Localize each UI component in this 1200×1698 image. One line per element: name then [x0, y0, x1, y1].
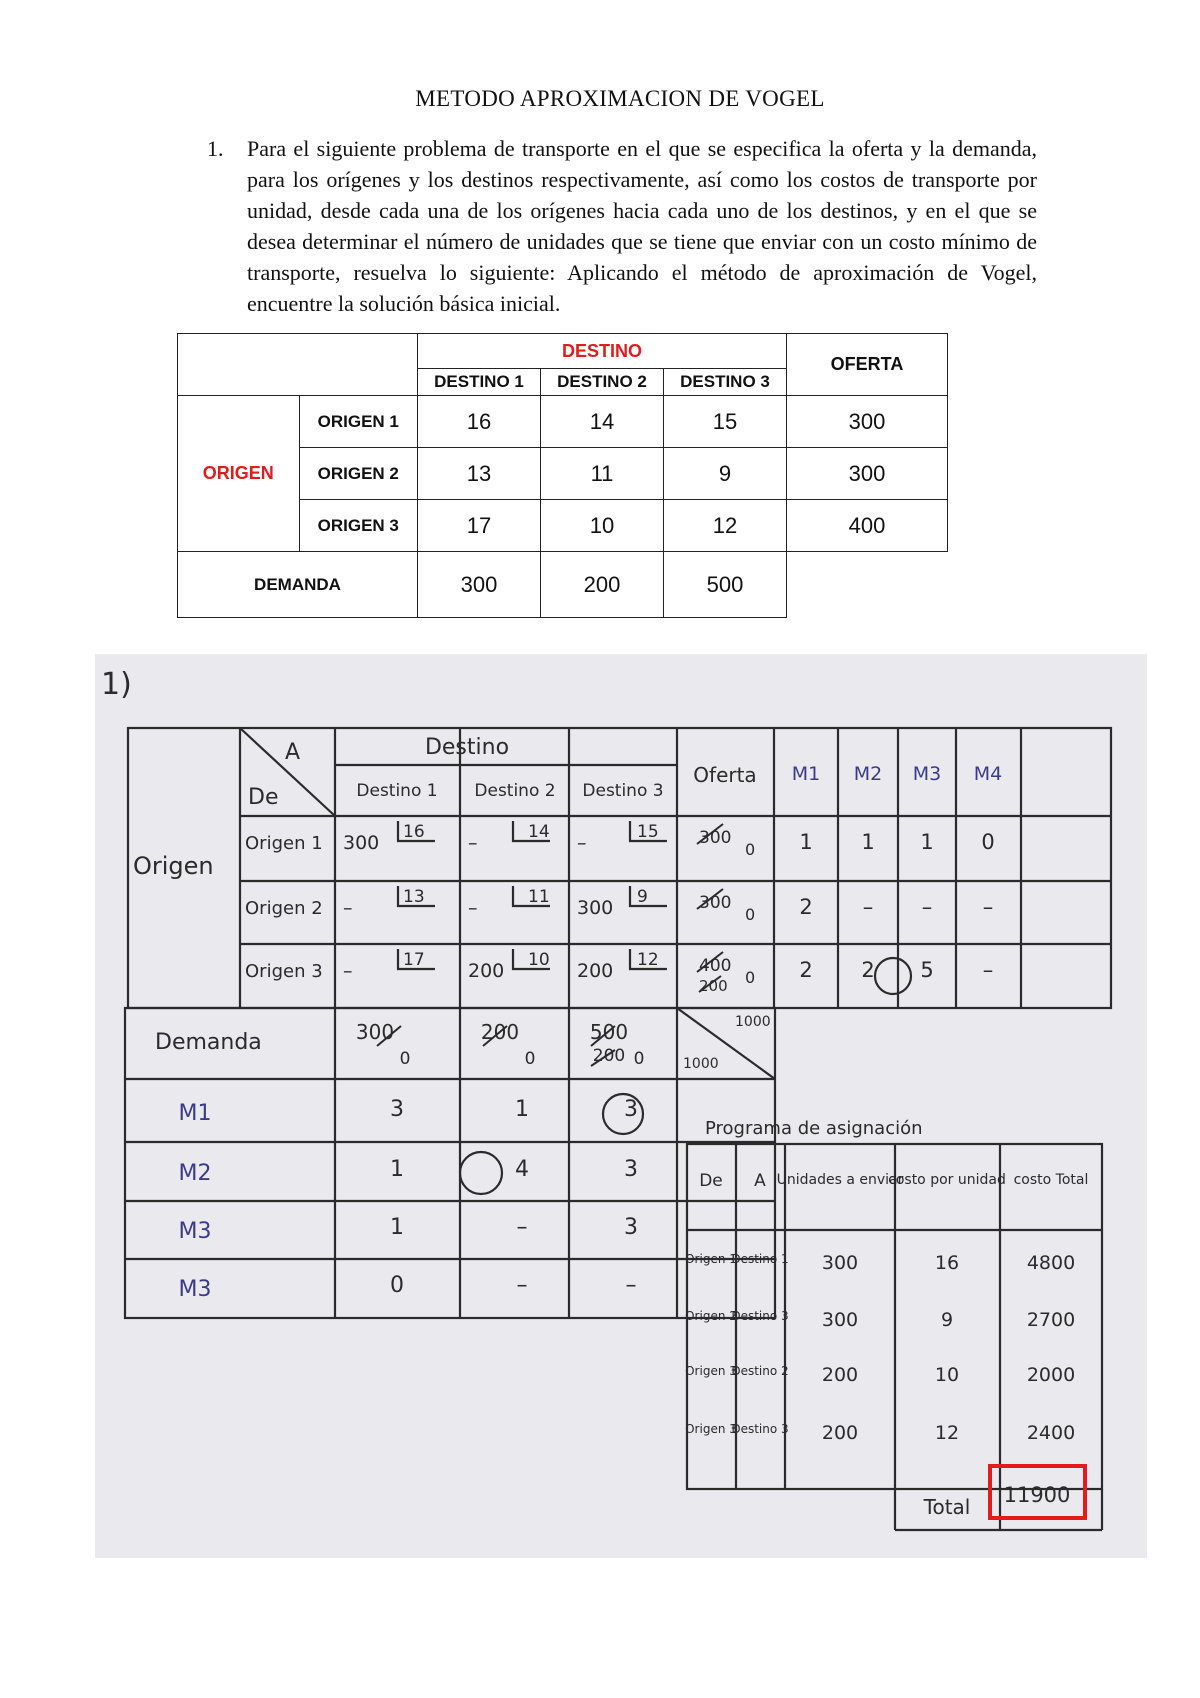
destino-1-header: DESTINO 1 — [418, 369, 541, 396]
penalty-value: 1 — [390, 1215, 404, 1240]
programa-a: Destino 3 — [731, 1422, 789, 1436]
allocation-value: – — [343, 897, 353, 919]
programa-total: 4800 — [1026, 1252, 1076, 1274]
penalty-value: 3 — [624, 1215, 638, 1240]
de-label: De — [248, 785, 279, 810]
destino-label: Destino — [424, 735, 510, 760]
problem-statement — [207, 133, 1037, 319]
cost-cell: 17 — [418, 500, 541, 552]
programa-unidades: 300 — [821, 1252, 859, 1274]
allocation-value: – — [577, 832, 587, 854]
penalty-value: 2 — [799, 895, 813, 919]
origen-label: Origen — [133, 852, 214, 880]
penalty-value: 1 — [390, 1157, 404, 1182]
programa-unidades: 200 — [821, 1364, 859, 1386]
m1-header: M1 — [791, 763, 821, 785]
programa-costo: 16 — [934, 1252, 960, 1274]
handwritten-number: 1) — [101, 667, 132, 702]
allocation-value: 200 — [468, 960, 505, 982]
handwritten-solution-drawing — [95, 654, 1147, 1558]
penalty-row-label: M1 — [178, 1101, 212, 1126]
cost-cell: 13 — [418, 448, 541, 500]
oferta-label: Oferta — [693, 763, 757, 787]
oferta-cell: 400 — [787, 500, 948, 552]
origen-row-label: Origen 2 — [245, 898, 323, 919]
allocation-value: 300 — [577, 897, 614, 919]
demanda-original: 500 — [589, 1020, 629, 1044]
cost-value: 14 — [528, 822, 550, 842]
total-oferta: 1000 — [735, 1014, 771, 1030]
cost-cell: 10 — [541, 500, 664, 552]
allocation-value: 300 — [343, 832, 380, 854]
programa-header: costo Total — [1013, 1172, 1089, 1188]
programa-unidades: 300 — [821, 1309, 859, 1331]
cost-value: 16 — [403, 822, 425, 842]
cost-cell: 14 — [541, 396, 664, 448]
demanda-cell: 500 — [664, 552, 787, 618]
oferta-original: 300 — [699, 828, 732, 848]
programa-a: Destino 1 — [731, 1252, 789, 1266]
penalty-value: – — [625, 1273, 637, 1298]
penalty-value: 2 — [799, 958, 813, 982]
programa-de: Origen 2 — [685, 1309, 737, 1323]
oferta-original: 400 — [699, 956, 732, 976]
circle-mark — [875, 958, 911, 994]
circle-mark — [460, 1152, 502, 1194]
transport-problem-table — [177, 333, 948, 618]
penalty-value: 0 — [981, 830, 995, 854]
oferta-header: OFERTA — [787, 334, 948, 396]
cost-cell: 16 — [418, 396, 541, 448]
penalty-value: – — [862, 895, 874, 919]
allocation-value: – — [343, 960, 353, 982]
origen-label: ORIGEN — [178, 396, 300, 552]
allocation-value: – — [468, 832, 478, 854]
programa-total: 2700 — [1026, 1309, 1076, 1331]
demanda-original: 200 — [480, 1020, 520, 1044]
destino-3-label: Destino 3 — [582, 781, 664, 801]
programa-a: Destino 3 — [731, 1309, 789, 1323]
handwritten-dynamic-layer — [155, 822, 1088, 1519]
destino-1-label: Destino 1 — [356, 781, 438, 801]
programa-title: Programa de asignación — [705, 1118, 923, 1139]
demanda-remaining: 0 — [633, 1049, 645, 1069]
cost-value: 17 — [403, 950, 425, 970]
programa-a: Destino 2 — [731, 1364, 789, 1378]
handwritten-solution-photo — [95, 654, 1147, 1558]
oferta-intermediate: 200 — [699, 977, 728, 995]
penalty-value: 4 — [515, 1157, 529, 1182]
programa-unidades: 200 — [821, 1422, 859, 1444]
cost-value: 10 — [528, 950, 550, 970]
cost-value: 9 — [637, 887, 648, 907]
destino-2-header: DESTINO 2 — [541, 369, 664, 396]
a-label: A — [285, 740, 301, 765]
penalty-row-label: M3 — [178, 1219, 212, 1244]
penalty-row-label: M2 — [178, 1161, 212, 1186]
demanda-cell: 200 — [541, 552, 664, 618]
demanda-cell: 300 — [418, 552, 541, 618]
programa-de: Origen 1 — [685, 1252, 737, 1266]
programa-total-label: Total — [923, 1495, 971, 1519]
cost-value: 12 — [637, 950, 659, 970]
programa-header: A — [754, 1171, 766, 1191]
origen-1-label: ORIGEN 1 — [299, 396, 418, 448]
cost-value: 15 — [637, 822, 659, 842]
allocation-value: 200 — [577, 960, 614, 982]
origen-row-label: Origen 1 — [245, 833, 323, 854]
programa-header: costo por unidad — [888, 1172, 1006, 1188]
penalty-value: – — [982, 895, 994, 919]
demanda-remaining: 0 — [399, 1049, 411, 1069]
origen-row-label: Origen 3 — [245, 961, 323, 982]
programa-header: Unidades a enviar — [776, 1172, 904, 1188]
programa-total-value: 11900 — [1003, 1483, 1071, 1507]
table-corner — [178, 334, 418, 396]
penalty-value: 1 — [861, 830, 875, 854]
penalty-value: 3 — [624, 1157, 638, 1182]
problem-text: Para el siguiente problema de transporte en el que se especifica la oferta y la demanda, para los orígenes y los destinos respectivamente, así como los costos de transporte por unidad, desde cada una de los orígenes hacia cada uno de los destinos, y en el que se desea determinar el número de unidades que se tiene que enviar con un costo mínimo de transporte, resuelva lo siguiente: Aplicando el método de aproximación de Vogel, encuentre la solución básica inicial. — [247, 136, 1037, 316]
penalty-value: 1 — [515, 1097, 529, 1122]
cost-cell: 11 — [541, 448, 664, 500]
penalty-value: – — [516, 1273, 528, 1298]
cost-value: 13 — [403, 887, 425, 907]
destino-header: DESTINO — [418, 334, 787, 369]
programa-total: 2400 — [1026, 1422, 1076, 1444]
oferta-remaining: 0 — [745, 905, 756, 924]
penalty-row-label: M3 — [178, 1277, 212, 1302]
programa-de: Origen 3 — [685, 1364, 737, 1378]
penalty-value: – — [921, 895, 933, 919]
destino-3-header: DESTINO 3 — [664, 369, 787, 396]
programa-costo: 12 — [934, 1422, 960, 1444]
empty-cell — [787, 552, 948, 618]
destino-2-label: Destino 2 — [474, 781, 556, 801]
penalty-value: 5 — [920, 958, 934, 982]
penalty-value: 3 — [390, 1097, 404, 1122]
total-demanda: 1000 — [683, 1056, 719, 1072]
allocation-value: – — [468, 897, 478, 919]
page-title: METODO APROXIMACION DE VOGEL — [415, 86, 825, 111]
problem-number: 1. — [207, 136, 224, 161]
programa-costo: 10 — [934, 1364, 960, 1386]
demanda-intermediate: 200 — [592, 1046, 626, 1066]
programa-header: De — [699, 1171, 723, 1191]
origen-3-label: ORIGEN 3 — [299, 500, 418, 552]
penalty-value: 1 — [920, 830, 934, 854]
programa-costo: 9 — [940, 1309, 954, 1331]
demanda-label: DEMANDA — [178, 552, 418, 618]
demanda-remaining: 0 — [524, 1049, 536, 1069]
oferta-cell: 300 — [787, 448, 948, 500]
programa-de: Origen 3 — [685, 1422, 737, 1436]
oferta-remaining: 0 — [745, 968, 756, 987]
m3-header: M3 — [912, 763, 942, 785]
penalty-value: 2 — [861, 958, 875, 982]
programa-total: 2000 — [1026, 1364, 1076, 1386]
penalty-value: 1 — [799, 830, 813, 854]
cost-cell: 12 — [664, 500, 787, 552]
demanda-label: Demanda — [155, 1030, 262, 1055]
cost-cell: 9 — [664, 448, 787, 500]
oferta-cell: 300 — [787, 396, 948, 448]
origen-2-label: ORIGEN 2 — [299, 448, 418, 500]
oferta-remaining: 0 — [745, 840, 756, 859]
penalty-value: 0 — [390, 1273, 404, 1298]
m4-header: M4 — [973, 763, 1003, 785]
penalty-value: – — [516, 1215, 528, 1240]
penalty-value: 3 — [624, 1097, 638, 1122]
oferta-original: 300 — [699, 893, 732, 913]
cost-value: 11 — [528, 887, 550, 907]
demanda-original: 300 — [355, 1020, 395, 1044]
cost-cell: 15 — [664, 396, 787, 448]
m2-header: M2 — [853, 763, 883, 785]
penalty-value: – — [982, 958, 994, 982]
